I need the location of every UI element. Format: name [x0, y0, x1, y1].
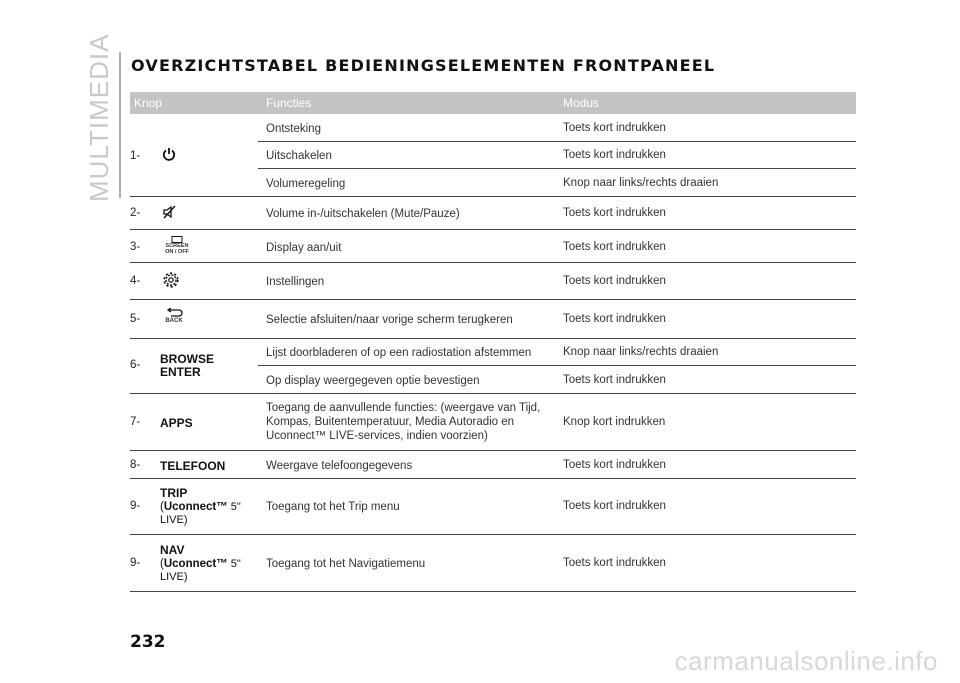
table-row — [130, 451, 856, 479]
mode-text: Toets kort indrukken — [563, 557, 666, 569]
nav-knob — [160, 544, 241, 584]
function-text: Toegang tot het Navigatiemenu — [266, 558, 426, 570]
knob-paren: ( — [160, 501, 164, 513]
mode-text: Toets kort indrukken — [563, 459, 666, 471]
knob-paren: ( — [160, 558, 164, 570]
table-row — [130, 114, 856, 197]
row-number: 2- — [130, 207, 141, 219]
apps-knob — [160, 416, 193, 430]
sub-row — [258, 142, 856, 169]
table-header — [130, 92, 856, 114]
back-label: BACK — [165, 318, 183, 324]
row-number: 6- — [130, 359, 141, 371]
side-section-title — [84, 33, 114, 202]
watermark: carmanualsonline.info — [674, 646, 938, 676]
row-number: 5- — [130, 313, 141, 325]
function-text: Instellingen — [266, 276, 325, 288]
header-modus: Modus — [563, 96, 600, 110]
knob-uconnect: Uconnect™ — [163, 558, 228, 570]
table-row — [130, 197, 856, 230]
onoff-label: ON / OFF — [165, 249, 189, 255]
mode-text: Toets kort indrukken — [563, 500, 666, 512]
page-number: 232 — [130, 632, 166, 652]
table-row — [130, 339, 856, 394]
knob-label-telefoon: TELEFOON — [160, 459, 226, 473]
function-text — [266, 401, 540, 443]
knob-label-nav: NAV — [160, 543, 185, 557]
row-number: 8- — [130, 459, 141, 471]
knob-live: LIVE) — [160, 514, 188, 526]
knob-label-enter: ENTER — [160, 365, 201, 379]
mode-text: Toets kort indrukken — [563, 207, 666, 219]
row-number: 3- — [130, 241, 141, 253]
table-row — [130, 300, 856, 339]
row-number: 4- — [130, 275, 141, 287]
header-functies: Functies — [266, 96, 312, 110]
settings-gear-icon — [162, 271, 180, 292]
function-line: Kompas, Buitentemperatuur, Media Autoradio en — [266, 416, 515, 428]
sub-row — [258, 114, 856, 142]
mode-text: Toets kort indrukken — [563, 149, 666, 161]
function-text: Toegang tot het Trip menu — [266, 501, 400, 513]
function-text: Volume in-/uitschakelen (Mute/Pauze) — [266, 208, 460, 220]
row-number: 1- — [130, 150, 141, 162]
function-text: Op display weergegeven optie bevestigen — [266, 375, 480, 387]
mode-text: Toets kort indrukken — [563, 313, 666, 325]
knob-size: 5" — [227, 558, 241, 570]
header-knop: Knop — [134, 96, 163, 110]
sub-row — [258, 339, 856, 366]
mode-text: Toets kort indrukken — [563, 122, 666, 134]
mode-text: Knop naar links/rechts draaien — [563, 177, 719, 189]
mode-text: Toets kort indrukken — [563, 374, 666, 386]
knob-label-apps: APPS — [160, 416, 193, 430]
screen-label: SCREEN — [165, 243, 189, 249]
controls-table — [130, 92, 856, 592]
function-text: Display aan/uit — [266, 242, 342, 254]
knob-label-browse: BROWSE — [160, 352, 214, 366]
sub-row — [258, 366, 856, 393]
telefoon-knob — [160, 459, 225, 473]
side-title-text: MULTIMEDIA — [84, 33, 114, 202]
table-row — [130, 535, 856, 592]
knob-label-trip: TRIP — [160, 486, 188, 500]
table-row — [130, 394, 856, 451]
knob-live: LIVE) — [160, 571, 188, 583]
function-text: Volumeregeling — [266, 178, 346, 190]
mode-text: Toets kort indrukken — [563, 241, 666, 253]
power-icon — [162, 147, 176, 165]
screen-onoff-icon — [160, 236, 194, 255]
trip-knob — [160, 487, 241, 527]
row-number: 9- — [130, 557, 141, 569]
mode-text: Knop kort indrukken — [563, 416, 666, 428]
mode-text: Knop naar links/rechts draaien — [563, 346, 719, 358]
function-text: Ontsteking — [266, 123, 321, 135]
table-row — [130, 230, 856, 263]
function-text: Lijst doorbladeren of op een radiostation afstemmen — [266, 347, 532, 359]
function-text: Uitschakelen — [266, 150, 332, 162]
function-text: Weergave telefoongegevens — [266, 460, 413, 472]
side-divider — [119, 52, 121, 198]
function-text: Selectie afsluiten/naar vorige scherm terugkeren — [266, 314, 513, 326]
page-heading: OVERZICHTSTABEL BEDIENINGSELEMENTEN FRONTPANEEL — [131, 56, 716, 75]
row-number: 9- — [130, 500, 141, 512]
table-row — [130, 263, 856, 300]
browse-enter-knob — [160, 353, 214, 379]
sub-row — [258, 169, 856, 196]
knob-size: 5" — [227, 501, 241, 513]
function-line: Toegang de aanvullende functies: (weergave van Tijd, — [266, 402, 541, 414]
row-number: 7- — [130, 416, 141, 428]
function-line: Uconnect™ LIVE-services, indien voorzien) — [266, 430, 488, 442]
knob-uconnect: Uconnect™ — [163, 501, 228, 513]
mute-icon — [162, 204, 178, 223]
table-row — [130, 479, 856, 535]
mode-text: Toets kort indrukken — [563, 275, 666, 287]
back-icon — [163, 308, 185, 325]
